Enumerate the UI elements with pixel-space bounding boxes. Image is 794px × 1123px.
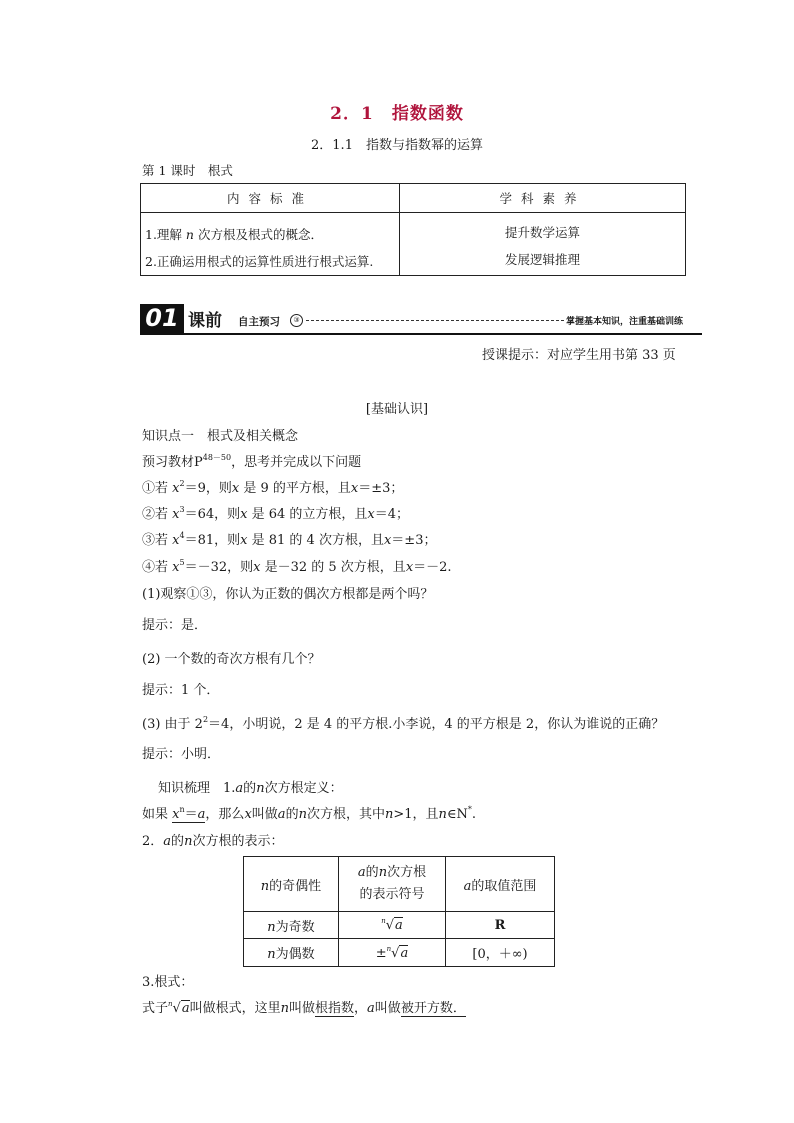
row-odd-symbol: $^n$√a	[339, 912, 446, 939]
banner-tagline: 掌握基本知识，注重基础训练	[566, 317, 684, 327]
radical-expression: $^n$√a	[168, 1000, 190, 1016]
banner-rule	[140, 333, 702, 335]
example-item-4: ④若 $x^5=-32$，则x 是－32 的 5 次方根，且x＝－2.	[142, 558, 452, 575]
answer-root-index: 根指数	[315, 1001, 355, 1016]
banner-circle-icon: ③	[290, 314, 303, 327]
row-odd-range: R	[446, 912, 555, 939]
example-item-1: ①若 $x^2=9$，则x 是 9 的平方根，且x＝±3；	[142, 479, 404, 496]
standard-line-1: 1.理解 n 次方根及根式的概念．	[145, 227, 323, 242]
nth-root-representation-heading: 2．a的n次方根的表示：	[142, 834, 284, 849]
question-1: (1)观察①③，你认为正数的偶次方根都是两个吗？	[142, 587, 434, 602]
answer-2: 提示：1 个．	[142, 683, 220, 698]
banner-label: 课前	[188, 311, 222, 331]
answer-1: 提示：是．	[142, 618, 208, 633]
nth-root-table	[243, 856, 555, 967]
literacy-item-1: 提升数学运算	[504, 225, 580, 240]
nth-root-definition: 如果 $x^n=a$，那么x叫做a的n次方根，其中n>1，且n∈N*.	[142, 805, 477, 822]
section-banner	[140, 304, 702, 334]
banner-sublabel: 自主预习	[238, 316, 280, 328]
answer-radicand: 被开方数．	[400, 1001, 466, 1016]
lesson-label: 第 1 课时 根式	[142, 163, 233, 178]
question-2: (2) 一个数的奇次方根有几个？	[142, 652, 321, 667]
knowledge-point-title: 知识点一 根式及相关概念	[142, 429, 299, 444]
standards-col-content-header: 内容标准	[141, 184, 400, 213]
preview-instruction: 预习教材$P^{48-50}$，思考并完成以下问题	[142, 453, 362, 470]
chapter-title: 2．1 指数函数	[330, 104, 464, 124]
standards-table	[140, 183, 686, 276]
standards-content-cell	[141, 213, 400, 276]
example-item-2: ②若 $x^3=64$，则x 是 64 的立方根，且x＝4；	[142, 505, 410, 522]
header-range: a的取值范围	[446, 857, 555, 912]
row-even-symbol: ±$^n$√a	[339, 939, 446, 967]
header-parity: n的奇偶性	[244, 857, 339, 912]
example-item-3: ③若 $x^4=81$，则x 是 81 的 4 次方根，且x＝±3；	[142, 531, 437, 548]
question-3: (3) 由于 $2^2=4$，小明说，2 是 4 的平方根.小李说，4 的平方根是 2，你认为谁说的正确？	[142, 715, 665, 732]
banner-number: 01	[140, 304, 184, 333]
definition-equation: $x^n=a$	[172, 805, 206, 822]
standards-literacy-cell	[400, 213, 686, 276]
section-subtitle: 2．1.1 指数与指数幂的运算	[311, 138, 483, 153]
hint-reference: 授课提示：对应学生用书第 33 页	[482, 348, 676, 363]
row-even-label: n为偶数	[244, 939, 339, 967]
header-symbol: a的n次方根 的表示符号	[339, 857, 446, 912]
banner-dashed-divider	[306, 320, 564, 321]
radical-definition: 式子$^n$√a叫做根式，这里n叫做根指数，a叫做被开方数．	[142, 1000, 466, 1016]
literacy-item-2: 发展逻辑推理	[504, 252, 580, 267]
row-even-range: [0，＋∞)	[446, 939, 555, 967]
answer-3: 提示：小明．	[142, 747, 221, 762]
basic-recognition-heading: [基础认识]	[365, 402, 429, 417]
radical-heading: 3.根式：	[142, 975, 194, 990]
standards-col-literacy-header: 学科素养	[400, 184, 686, 213]
row-odd-label: n为奇数	[244, 912, 339, 939]
knowledge-sorting-heading: 知识梳理 1.a的n次方根定义：	[158, 781, 343, 796]
standard-line-2: 2.正确运用根式的运算性质进行根式运算.	[145, 254, 374, 269]
